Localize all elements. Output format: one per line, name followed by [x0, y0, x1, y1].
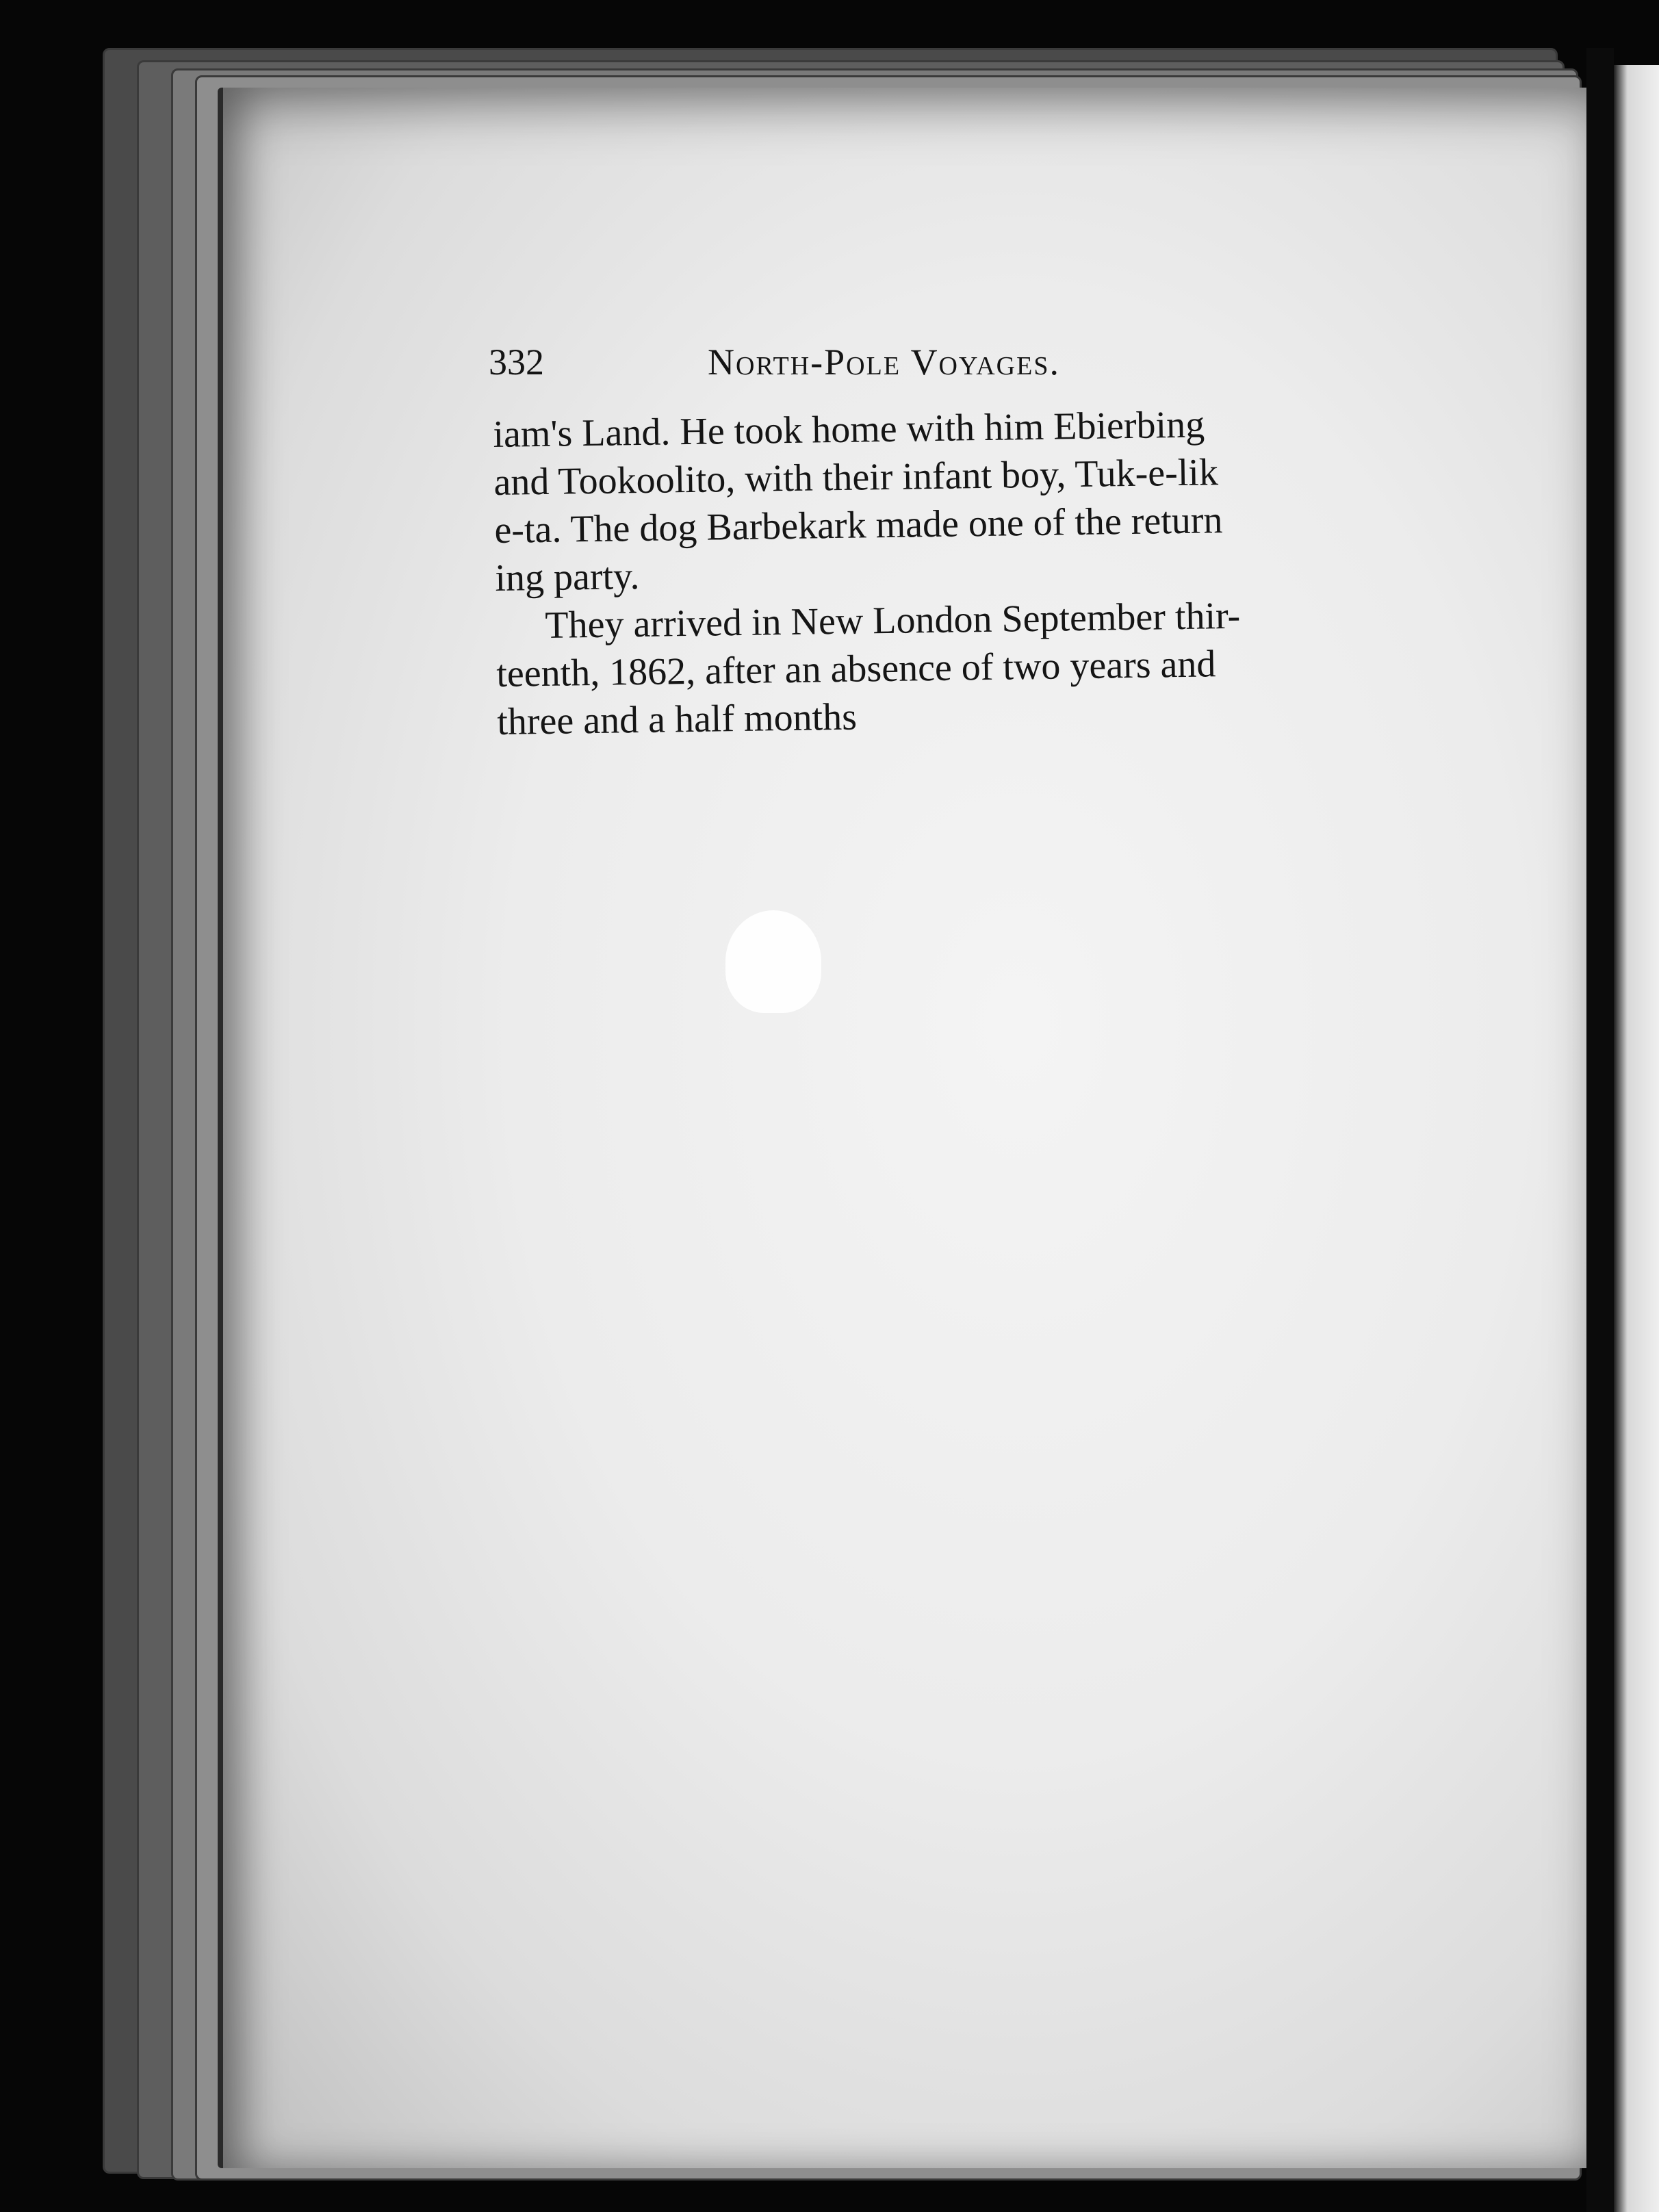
text-line: ing party.	[494, 555, 640, 600]
text-line: e-ta. The dog Barbekark made one of the return	[494, 499, 1223, 552]
facing-page-edge	[1614, 65, 1659, 2212]
book-page	[218, 88, 1592, 2168]
running-title: North-Pole Voyages.	[708, 342, 1060, 383]
body-text	[493, 399, 1346, 746]
text-line: three and a half months	[496, 695, 858, 743]
text-line: and Tookoolito, with their infant boy, Tuk-e-lik	[493, 451, 1219, 504]
paper-stain	[725, 910, 821, 1013]
text-line: iam's Land. He took home with him Ebierbing	[493, 403, 1205, 456]
text-line: They arrived in New London September thir-	[544, 594, 1241, 647]
book-gutter	[1586, 48, 1614, 2212]
page-number: 332	[489, 342, 544, 383]
text-line: teenth, 1862, after an absence of two years and	[496, 643, 1216, 695]
running-header	[489, 335, 1146, 397]
